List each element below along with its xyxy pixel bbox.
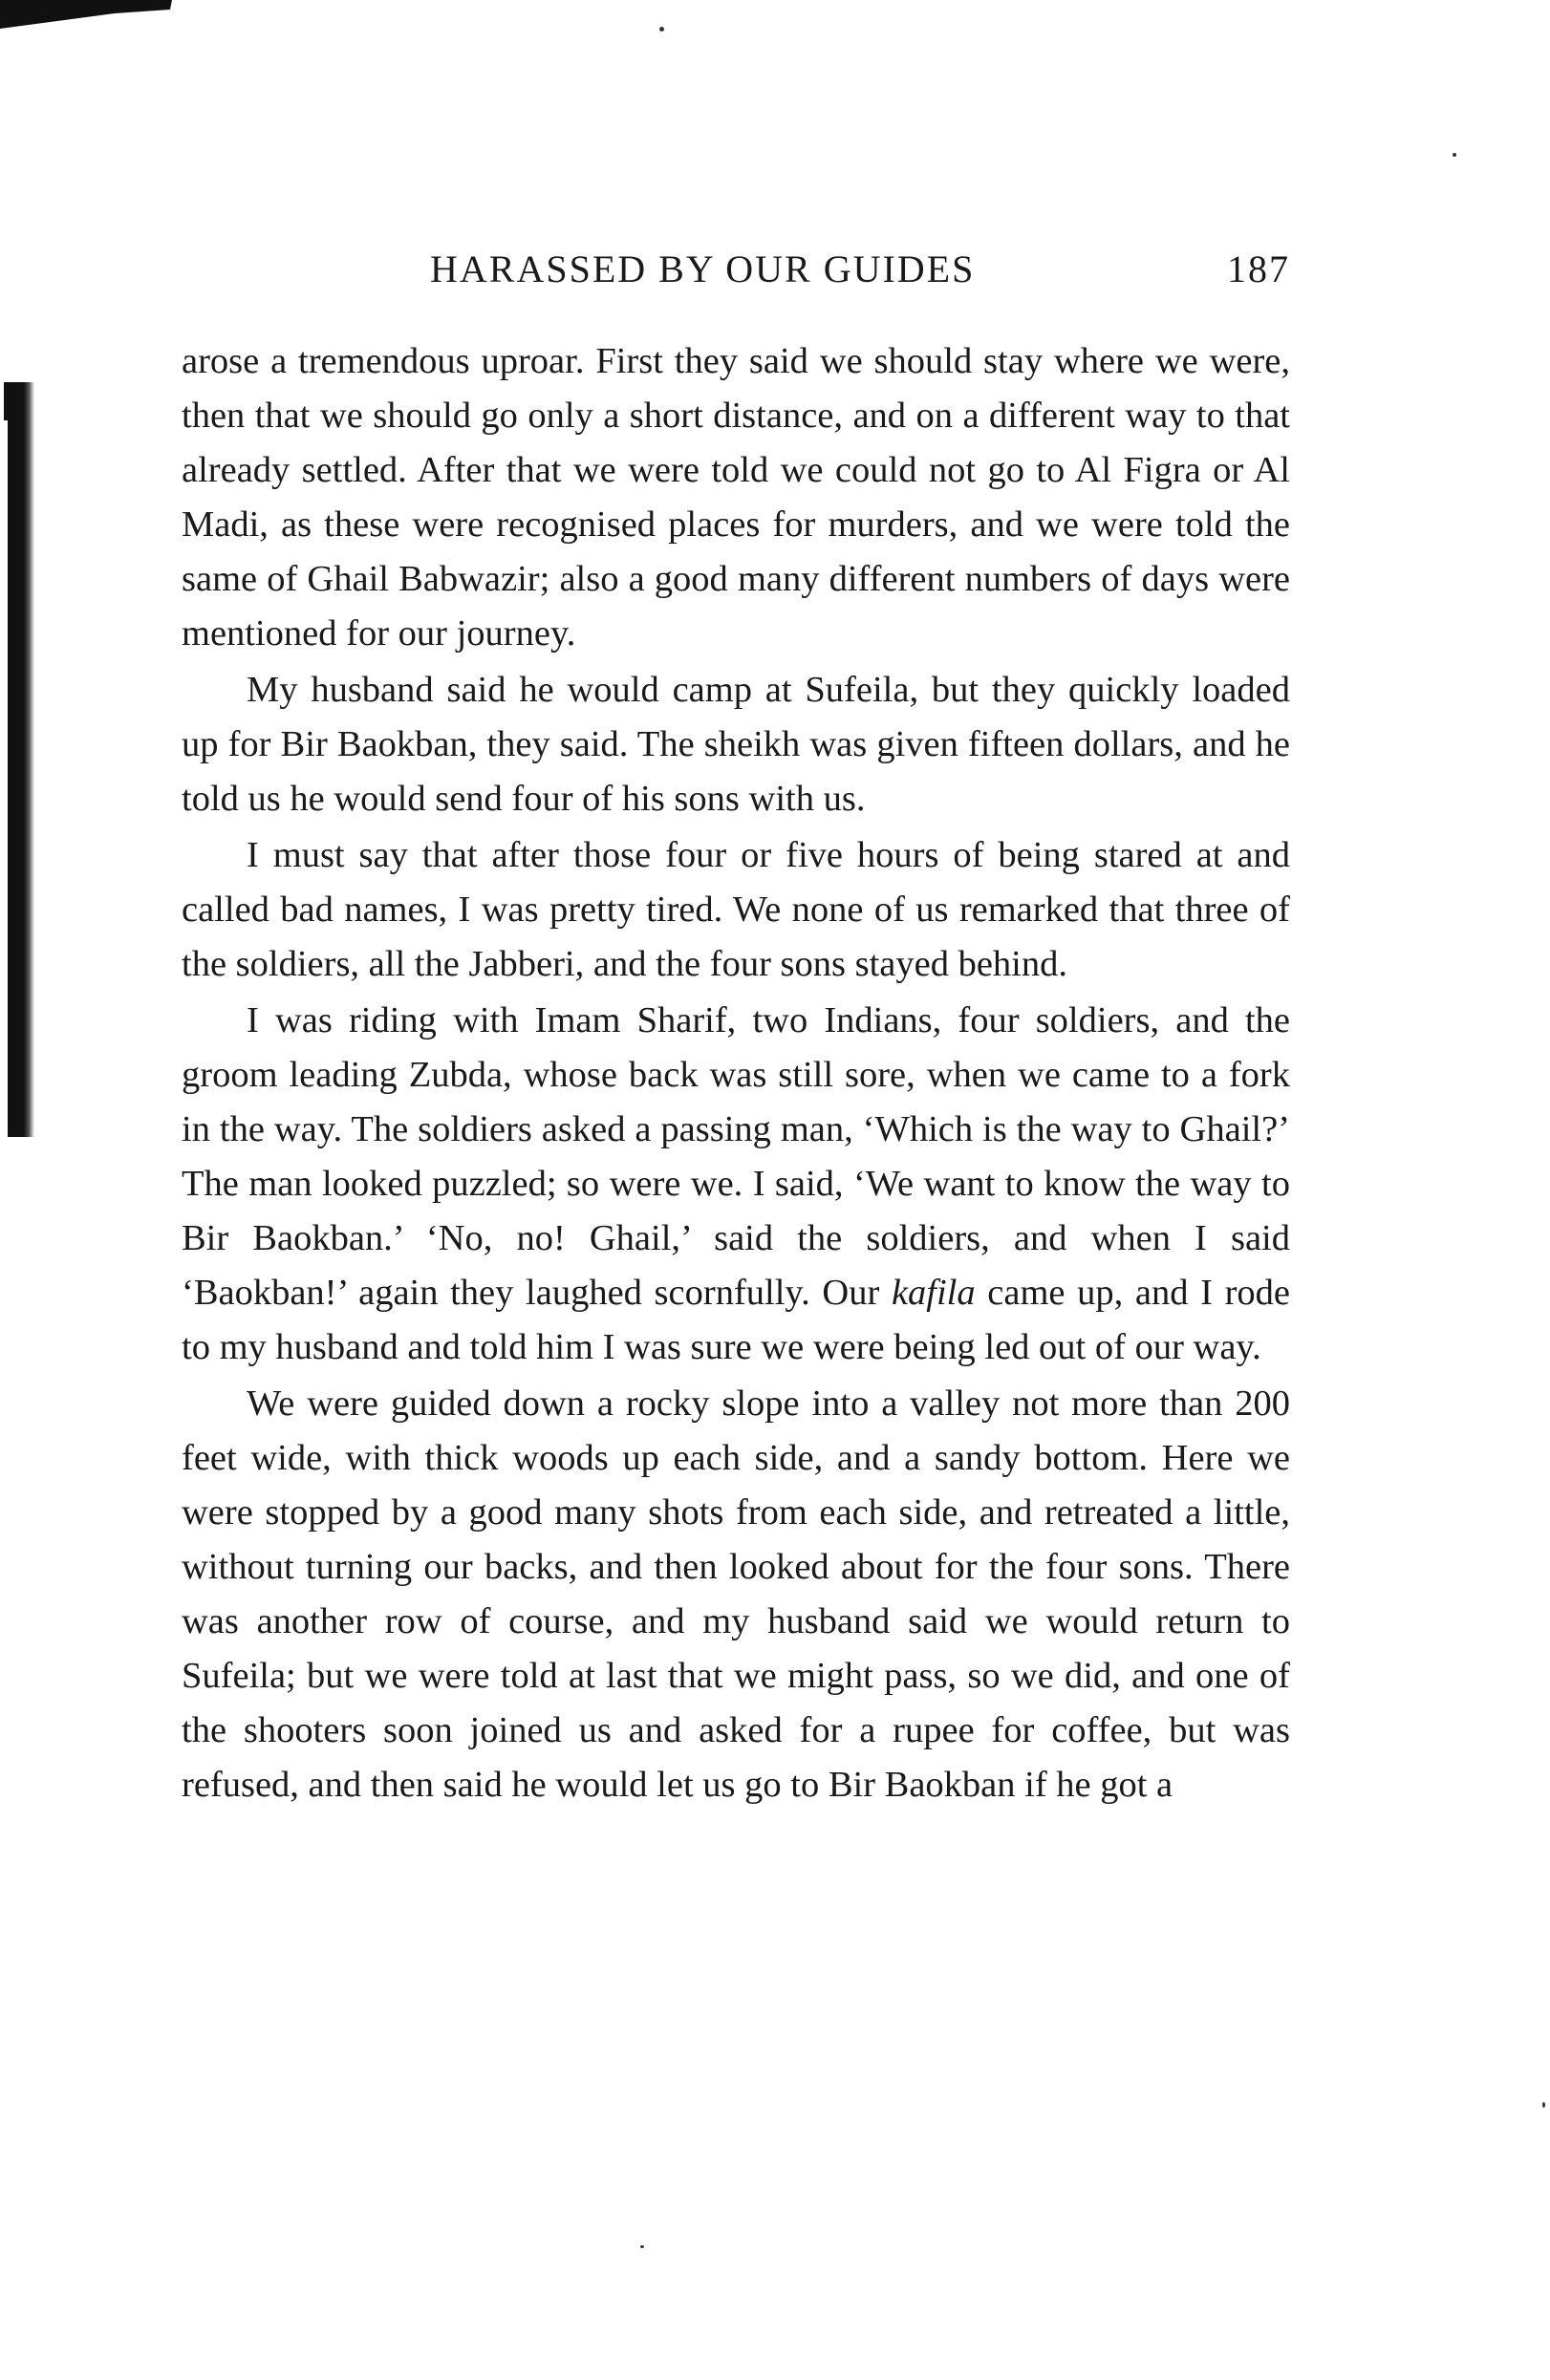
- paragraph-text: came up, and I rode to my husband and told him I was sure we were being led out of our way.: [182, 1273, 1290, 1367]
- page-header: [182, 247, 1290, 294]
- scan-speck: [640, 2245, 644, 2248]
- paragraph: [182, 828, 1290, 992]
- scan-speck: [1453, 153, 1456, 157]
- paragraph-text: arose a tremendous uproar. First they said we should stay where we were, then that we should go only a short distance, and on a different way to that already settled. After that we were told we could not go to Al Figra or Al Madi, as these were recognised places for murders, and we were told the same of Ghail Babwazir; also a good many different numbers of days were mentioned for our journey.: [182, 341, 1290, 654]
- paragraph-text: We were guided down a rocky slope into a valley not more than 200 feet wide, with thick woods up each side, and a sandy bottom. Here we were stopped by a good many shots from each side, and retreated a little, without turning our backs, and then looked about for the four sons. There was another row of course, and my husband said we would return to Sufeila; but we were told at last that we might pass, so we did, and one of the shooters soon joined us and asked for a rupee for coffee, but was refused, and then said he would let us go to Bir Baokban if he got a: [182, 1383, 1290, 1805]
- paragraph: [182, 1377, 1290, 1812]
- paragraph: [182, 994, 1290, 1375]
- body-text: [182, 334, 1290, 1814]
- running-title: HARASSED BY OUR GUIDES: [430, 247, 976, 290]
- paragraph: [182, 334, 1290, 661]
- paragraph-text: My husband said he would camp at Sufeila, but they quickly loaded up for Bir Baokban, they said. The sheikh was given fifteen dollars, and he told us he would send four of his sons with us.: [182, 670, 1290, 819]
- paragraph: [182, 663, 1290, 826]
- scan-speck: [1542, 2102, 1545, 2108]
- page-number: 187: [1227, 247, 1290, 290]
- paragraph-text: I must say that after those four or five hours of being stared at and called bad names, I was pretty tired. We none of us remarked that three of the soldiers, all the Jabberi, and the four sons stayed behind.: [182, 835, 1290, 984]
- paragraph-text: I was riding with Imam Sharif, two Indians, four soldiers, and the groom leading Zubda, whose back was still sore, when we came to a fork in the way. The soldiers asked a passing man, ‘Which is the way to Ghail?’ The man looked puzzled; so were we. I said, ‘We want to know the way to Bir Baokban.’ ‘No, no! Ghail,’ said the soldiers, and when I said ‘Baokban!’ again they laughed scornfully. Our: [182, 1000, 1290, 1313]
- italic-term: kafila: [891, 1273, 976, 1313]
- scan-speck: [659, 27, 664, 32]
- scan-edge-shadow-tip: [4, 382, 21, 420]
- scan-edge-shadow: [8, 382, 34, 1137]
- scan-corner-artifact: [0, 0, 172, 38]
